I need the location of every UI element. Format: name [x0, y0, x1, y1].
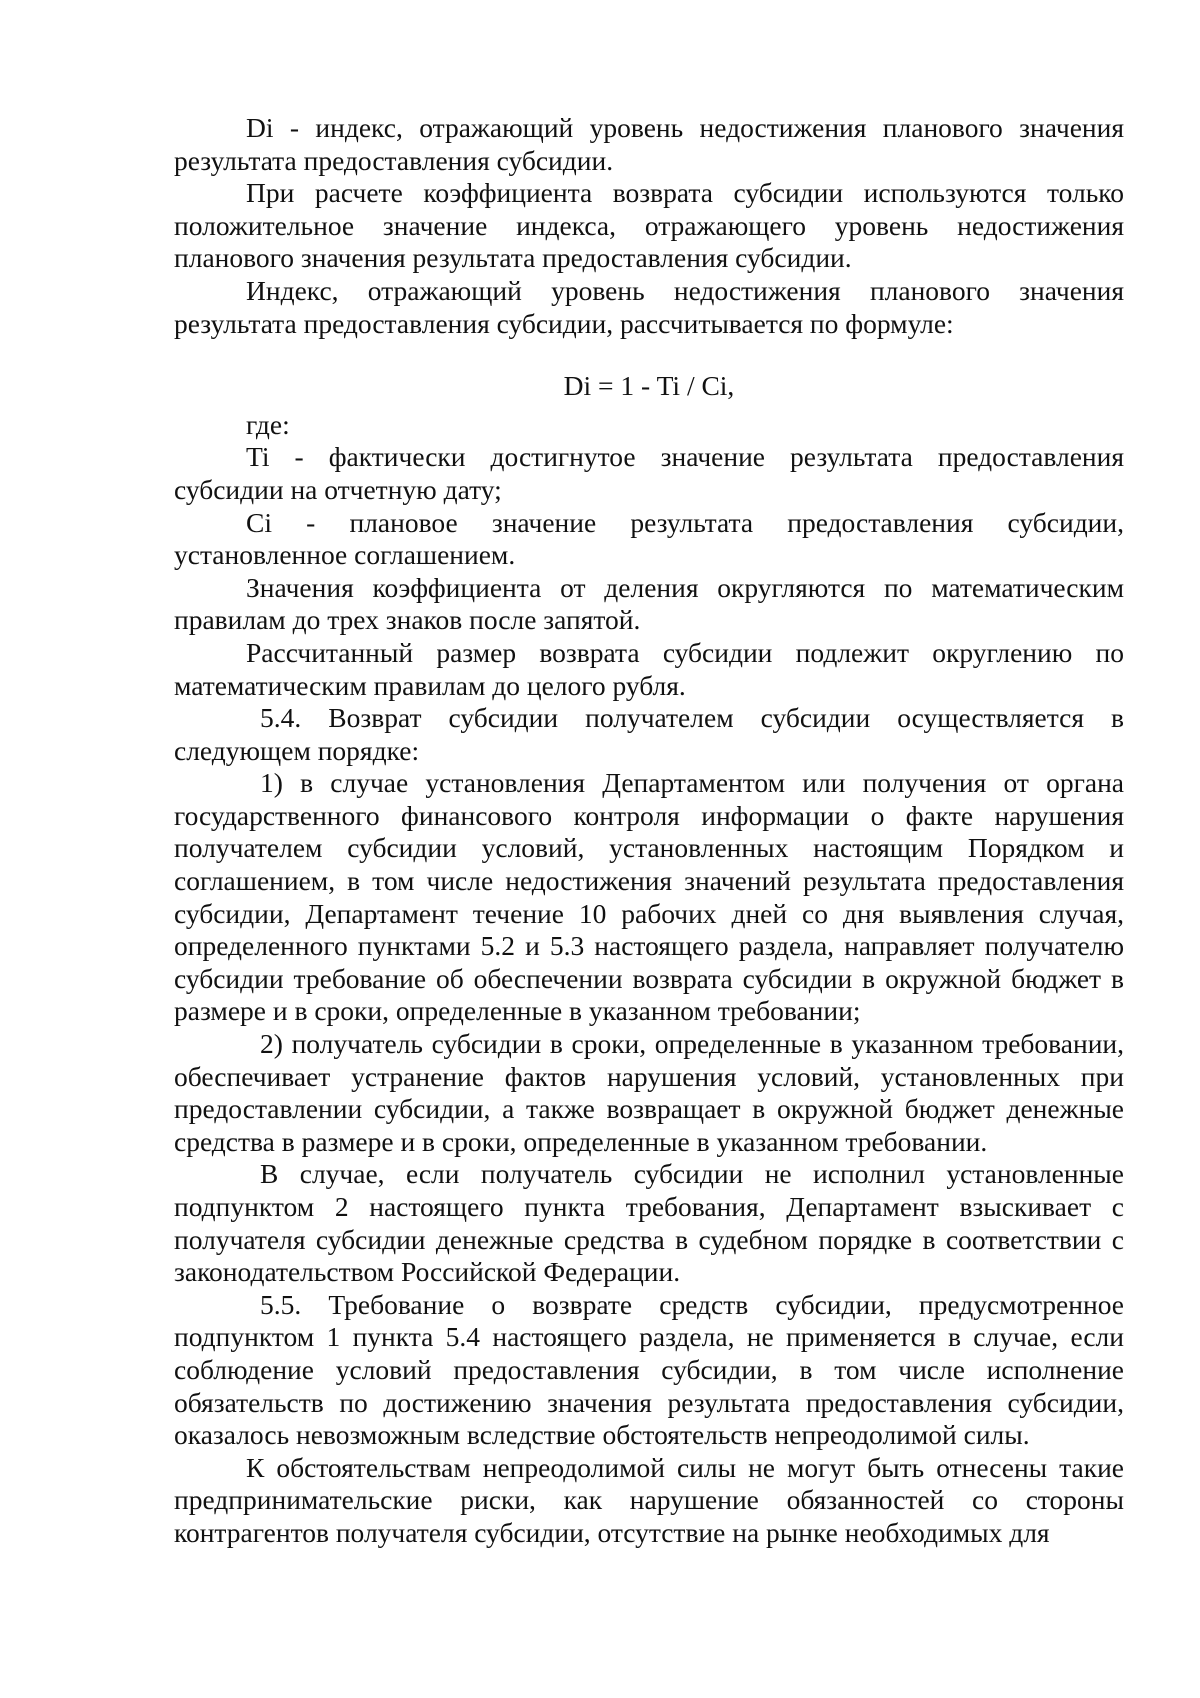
paragraph-ti-definition: Ti - фактически достигнутое значение результата предоставления субсидии на отчетную дату;: [174, 441, 1124, 505]
paragraph-index-formula-intro: Индекс, отражающий уровень недостижения планового значения результата предоставления субсидии, рассчитывается по формуле:: [174, 274, 1124, 339]
paragraph-rounding-coefficient: Значения коэффициента от деления округляются по математическим правилам до трех знаков после запятой.: [174, 571, 1124, 636]
formula-di: Di = 1 - Ti / Ci,: [563, 370, 735, 402]
paragraph-positive-only: При расчете коэффициента возврата субсидии используются только положительное значение индекса, отражающего уровень недостижения планового значения результата предоставления субсидии.: [174, 177, 1124, 274]
paragraph-force-majeure: К обстоятельствам непреодолимой силы не могут быть отнесены такие предпринимательские риски, как нарушение обязанностей со стороны контрагентов получателя субсидии, отсутствие на рынке необходимых для: [174, 1451, 1124, 1548]
paragraph-5-5: 5.5. Требование о возврате средств субсидии, предусмотренное подпунктом 1 пункта 5.4 настоящего раздела, не применяется в случае, если соблюдение условий предоставления субсидии, в том числе исполнение обязательств по достижению значения результата предоставления субсидии, оказалось невозможным вследствие обстоятельств непреодолимой силы.: [174, 1288, 1124, 1451]
paragraph-rounding-amount: Рассчитанный размер возврата субсидии подлежит округлению по математическим правилам до целого рубля.: [174, 636, 1124, 701]
document-body: [174, 112, 1124, 1550]
paragraph-5-4-item-1: 1) в случае установления Департаментом или получения от органа государственного финансового контроля информации о факте нарушения получателем субсидии условий, установленных настоящим Порядком и соглашением, в том числе недостижения значений результата предоставления субсидии, Департамент течение 10 рабочих дней со дня выявления случая, определенного пунктами 5.2 и 5.3 настоящего раздела, направляет получателю субсидии требование об обеспечении возврата субсидии в окружной бюджет в размере и в сроки, определенные в указанном требовании;: [174, 767, 1124, 1027]
paragraph-5-4-item-2: 2) получатель субсидии в сроки, определенные в указанном требовании, обеспечивает устранение фактов нарушения условий, установленных при предоставлении субсидии, а также возвращает в окружной бюджет денежные средства в размере и в сроки, определенные в указанном требовании.: [174, 1028, 1124, 1157]
paragraph-di-definition: Di - индекс, отражающий уровень недостижения планового значения результата предоставления субсидии.: [174, 112, 1124, 176]
paragraph-ci-definition: Ci - плановое значение результата предоставления субсидии, установленное соглашением.: [174, 506, 1124, 571]
paragraph-5-4-court: В случае, если получатель субсидии не исполнил установленные подпунктом 2 настоящего пункта требования, Департамент взыскивает с получателя субсидии денежные средства в судебном порядке в соответствии с законодательством Российской Федерации.: [174, 1158, 1124, 1288]
paragraph-5-4: 5.4. Возврат субсидии получателем субсидии осуществляется в следующем порядке:: [174, 702, 1124, 766]
paragraph-where: где:: [246, 408, 290, 440]
